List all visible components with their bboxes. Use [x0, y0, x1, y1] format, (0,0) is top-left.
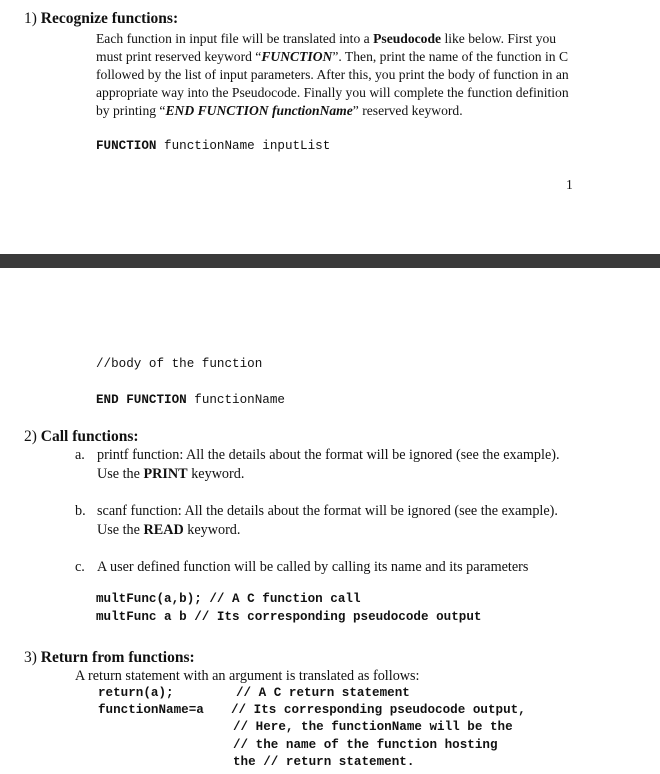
paragraph-text: ” reserved keyword.: [352, 103, 463, 118]
code-keyword: FUNCTION: [96, 139, 157, 153]
paragraph-text: ”. Then, print the name of the function in C followed by the list of input parameters. After this, you print the body of function in an appropriate way into the Pseudocode. Finally you will complete the function definition by printing “: [96, 49, 569, 118]
list-item-b: [75, 502, 86, 521]
code-line: multFunc a b // Its corresponding pseudocode output: [96, 610, 482, 624]
document-page-top: [0, 0, 660, 254]
code-text: functionName: [186, 393, 285, 407]
list-item-a-text: [97, 446, 560, 483]
section-title: Call functions:: [40, 428, 139, 445]
list-marker: a.: [75, 447, 85, 463]
code-comment: // Here, the functionName will be the: [233, 720, 513, 734]
code-function-line: [96, 136, 330, 154]
section-number: 2): [24, 428, 37, 445]
paragraph-bold-italic: FUNCTION: [261, 49, 333, 64]
code-text: functionName inputList: [156, 139, 331, 153]
section-3-intro: A return statement with an argument is translated as follows:: [75, 668, 420, 684]
page-separator: [0, 254, 660, 268]
section-3-heading: [24, 649, 195, 667]
list-line: Use the PRINT keyword.: [97, 465, 245, 482]
list-marker: b.: [75, 503, 86, 519]
code-comment: the // return statement.: [233, 755, 415, 769]
list-item-b-text: [97, 502, 558, 539]
code-left: return(a);: [98, 686, 174, 700]
code-keyword: END FUNCTION: [96, 393, 187, 407]
list-item-a: [75, 446, 85, 465]
list-item-c-text: A user defined function will be called by calling its name and its parameters: [97, 559, 529, 575]
section-2-heading: [24, 428, 139, 446]
page-number: 1: [566, 177, 573, 192]
section-number: 3): [24, 649, 37, 666]
section-1-heading: [24, 10, 178, 28]
list-line: Use the READ keyword.: [97, 521, 241, 538]
paragraph-text: like below. First you must print reserved keyword “: [96, 31, 557, 64]
section-1-paragraph: [96, 30, 576, 120]
code-body-comment: //body of the function: [96, 357, 263, 371]
paragraph-bold: Pseudocode: [373, 31, 442, 46]
code-end-function-line: [96, 390, 285, 408]
code-left: functionName=a: [98, 703, 204, 717]
code-comment: // A C return statement: [236, 686, 410, 700]
paragraph-text: Each function in input file will be translated into a: [96, 31, 374, 46]
code-comment: // Its corresponding pseudocode output,: [231, 703, 526, 717]
list-item-c: [75, 558, 85, 577]
section-number: 1): [24, 10, 37, 27]
document-page-bottom: [0, 268, 660, 774]
list-line: scanf function: All the details about the format will be ignored (see the example).: [97, 503, 558, 519]
list-marker: c.: [75, 559, 85, 575]
section-title: Recognize functions:: [40, 10, 179, 27]
code-comment: // the name of the function hosting: [233, 738, 498, 752]
list-line: printf function: All the details about the format will be ignored (see the example).: [97, 447, 560, 463]
paragraph-bold-italic: END FUNCTION functionName: [165, 103, 353, 118]
section-title: Return from functions:: [40, 649, 195, 666]
code-line: multFunc(a,b); // A C function call: [96, 592, 361, 606]
